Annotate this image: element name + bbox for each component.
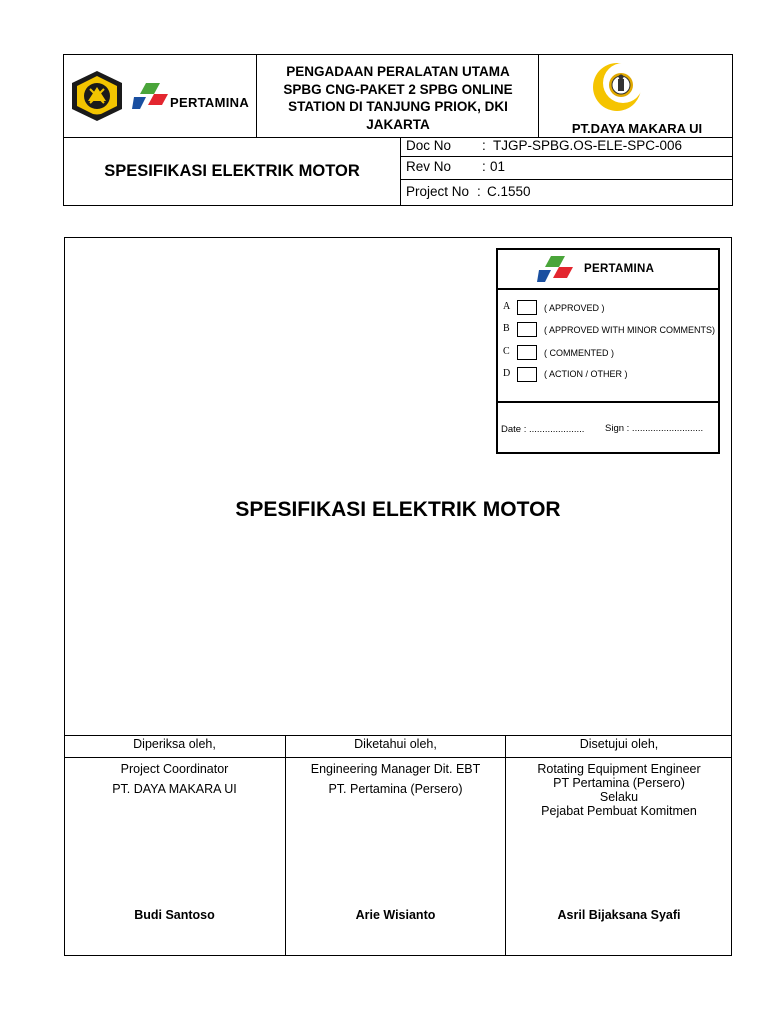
meta-label: Rev No [406,159,452,174]
signature-header: Disetujui oleh, [579,737,659,751]
project-title-line: JAKARTA [366,116,430,132]
signature-header: Diperiksa oleh, [133,737,216,751]
pertamina-logo-text: PERTAMINA [170,95,250,110]
approval-stamp [496,248,720,454]
meta-label: Project No [406,184,470,199]
option-label: ( APPROVED ) [544,303,605,313]
role-line: Rotating Equipment Engineer [537,762,701,776]
divider [400,137,401,205]
doc-no-value: TJGP-SPBG.OS-ELE-SPC-006 [493,138,683,153]
option-letter: A [503,301,511,312]
university-emblem-logo [592,61,642,113]
signature-role [64,762,285,796]
role-line: PT. DAYA MAKARA UI [112,782,237,796]
signature-role [506,762,732,818]
header-document-title: SPESIFIKASI ELEKTRIK MOTOR [104,161,360,180]
ministry-seal-logo [68,69,126,123]
option-letter: D [503,368,511,379]
option-letter: C [503,346,510,357]
option-letter: B [503,323,510,334]
signatory-name: Asril Bijaksana Syafi [557,908,681,922]
project-title-line: PENGADAAN PERALATAN UTAMA [286,64,510,79]
document-header [63,54,733,206]
project-title-line: STATION DI TANJUNG PRIOK, DKI [288,99,508,114]
company-name: PT.DAYA MAKARA UI [571,121,703,136]
role-line: PT Pertamina (Persero) [553,776,685,790]
option-label: ( COMMENTED ) [544,348,614,358]
project-title [260,63,536,133]
commented-checkbox[interactable] [517,345,537,360]
role-line: Pejabat Pembuat Komitmen [541,804,697,818]
divider [256,55,257,137]
signatory-name: Budi Santoso [134,908,215,922]
action-other-checkbox[interactable] [517,367,537,382]
meta-separator: : [482,159,486,174]
meta-label: Doc No [406,138,452,153]
meta-separator: : [477,184,481,199]
meta-separator: : [482,138,486,153]
divider [498,401,718,403]
role-line: Selaku [599,790,639,804]
role-line: PT. Pertamina (Persero) [328,782,463,796]
approved-checkbox[interactable] [517,300,537,315]
rev-no-value: 01 [490,159,506,174]
sign-field: Sign : ........................... [605,423,704,434]
signature-role [286,762,505,796]
approved-minor-checkbox[interactable] [517,322,537,337]
pertamina-logo-mark [132,81,170,111]
divider [498,288,718,290]
signatory-name: Arie Wisianto [355,908,436,922]
signature-header: Diketahui oleh, [354,737,437,751]
date-field: Date : ..................... [501,424,585,435]
option-label: ( ACTION / OTHER ) [544,369,628,379]
project-title-line: SPBG CNG-PAKET 2 SPBG ONLINE [283,81,513,97]
pertamina-logo-mark [532,254,580,284]
option-label: ( APPROVED WITH MINOR COMMENTS) [544,325,715,335]
divider [400,179,732,180]
main-document-title: SPESIFIKASI ELEKTRIK MOTOR [235,498,561,521]
role-line: Project Coordinator [120,762,229,776]
divider [64,757,732,758]
role-line: Engineering Manager Dit. EBT [310,762,481,776]
divider [64,735,732,736]
divider [400,156,732,157]
stamp-brand-text: PERTAMINA [584,263,655,275]
divider [538,55,539,137]
project-no-value: C.1550 [487,184,531,199]
